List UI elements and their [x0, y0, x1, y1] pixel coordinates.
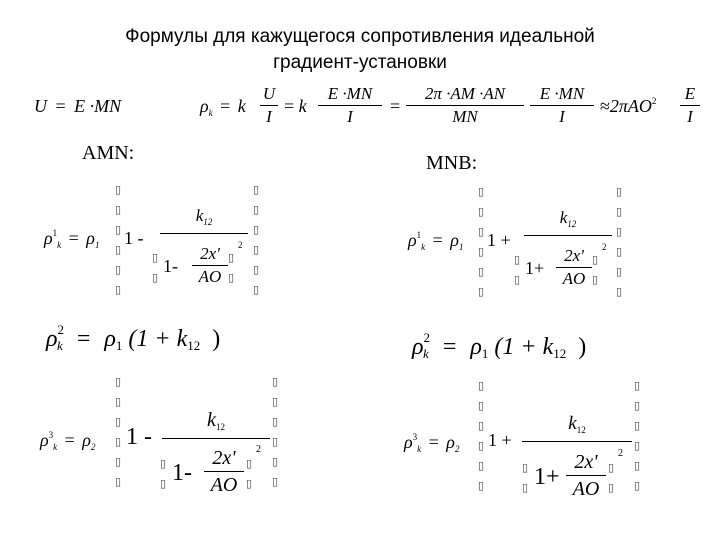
title-line-2: градиент-установки: [273, 52, 447, 73]
amn-f3-inner-frac: 2x' AO: [204, 446, 244, 497]
amn-f3-pow: 2: [256, 444, 261, 455]
mnb-f1-frac: $k_{12}$: [524, 208, 612, 237]
amn-f1-frac: $k_{12}$: [160, 206, 248, 235]
amn-f1-inner-right: ▯ ▯: [228, 251, 235, 284]
mnb-f3-pow: 2: [618, 448, 623, 459]
mnb-f3-right-bracket: ▯ ▯ ▯ ▯ ▯ ▯: [634, 379, 641, 492]
mnb-f1-inner-right: ▯ ▯: [592, 253, 599, 286]
amn-f3-frac: $k_{12}$: [162, 410, 270, 440]
formula-u: [34, 96, 121, 117]
mnb-f1-lhs: $\rho^1_k = \rho_1$: [408, 230, 464, 252]
rho-eq-2: =: [390, 96, 401, 116]
mnb-f3-inner-frac: 2x' AO: [566, 450, 606, 501]
amn-f3-inner-left: ▯ ▯: [160, 457, 167, 490]
amn-formula-2: $\rho^2_k = \rho_1$ ($1 + k_{12}$ ): [46, 322, 221, 353]
rho-frac-2: E ·MN I: [318, 84, 382, 127]
mnb-f1-inner-frac: 2x' AO: [556, 246, 592, 289]
mnb-f3-one-plus: 1 +: [488, 430, 512, 450]
mnb-f1-left-bracket: ▯ ▯ ▯ ▯ ▯ ▯: [478, 185, 485, 298]
formula-u-lhs: U: [34, 96, 47, 116]
amn-f1-one-minus: 1 -: [124, 228, 144, 248]
rho-eq-k: = k: [284, 96, 307, 116]
amn-f1-inner-one: 1-: [163, 256, 178, 276]
mnb-formula-2: $\rho^2_k = \rho_1$ ($1 + k_{12}$ ): [412, 330, 587, 361]
amn-f3-inner-right: ▯ ▯: [246, 457, 253, 490]
amn-f3-lhs: $\rho^3_k = \rho_2$: [40, 430, 96, 452]
amn-f1-pow: 2: [238, 240, 243, 250]
label-mnb: MNB:: [426, 152, 478, 174]
label-amn: AMN:: [82, 142, 135, 164]
rho-frac-5: E I: [680, 84, 700, 127]
mnb-f3-frac: $k_{12}$: [522, 414, 632, 443]
rho-frac-3: 2π ·AM ·AN MN: [406, 84, 524, 127]
rho-frac-1: U I: [260, 84, 278, 127]
mnb-f1-inner-one: 1+: [525, 258, 545, 278]
slide-title: [0, 24, 720, 76]
formula-u-rhs: E ·MN: [74, 96, 122, 116]
mnb-f3-inner-right: ▯ ▯: [608, 461, 615, 494]
mnb-f3-inner-one: 1+: [534, 464, 560, 490]
amn-f1-inner-frac: 2x' AO: [192, 244, 228, 287]
mnb-f1-right-bracket: ▯ ▯ ▯ ▯ ▯ ▯: [616, 185, 623, 298]
formula-u-eq: =: [55, 96, 66, 116]
rho-approx-tail: ≈2πAO$^2$: [600, 96, 657, 116]
amn-f1-inner-left: ▯ ▯: [152, 251, 159, 284]
amn-f1-lhs: $\rho^1_k = \rho_1$: [44, 228, 100, 250]
mnb-f3-left-bracket: ▯ ▯ ▯ ▯ ▯ ▯: [478, 379, 485, 492]
amn-f1-left-bracket: ▯ ▯ ▯ ▯ ▯ ▯: [115, 183, 122, 296]
amn-f3-one-minus: 1 -: [126, 424, 152, 450]
title-line-1: Формулы для кажущегося сопротивления идеальной: [125, 26, 595, 47]
amn-f3-left-bracket: ▯ ▯ ▯ ▯ ▯ ▯: [115, 375, 122, 488]
mnb-f3-inner-left: ▯ ▯: [522, 461, 529, 494]
amn-f1-right-bracket: ▯ ▯ ▯ ▯ ▯ ▯: [253, 183, 260, 296]
rho-frac-4: E ·MN I: [530, 84, 594, 127]
mnb-f1-pow: 2: [602, 242, 607, 252]
mnb-f1-inner-left: ▯ ▯: [514, 253, 521, 286]
mnb-f1-one-plus: 1 +: [487, 230, 511, 250]
amn-f3-inner-one: 1-: [172, 460, 192, 486]
mnb-f3-lhs: $\rho^3_k = \rho_2$: [404, 432, 460, 454]
amn-f3-right-bracket: ▯ ▯ ▯ ▯ ▯ ▯: [272, 375, 279, 488]
rho-k-lhs: $\rho_k = k$: [200, 96, 246, 118]
